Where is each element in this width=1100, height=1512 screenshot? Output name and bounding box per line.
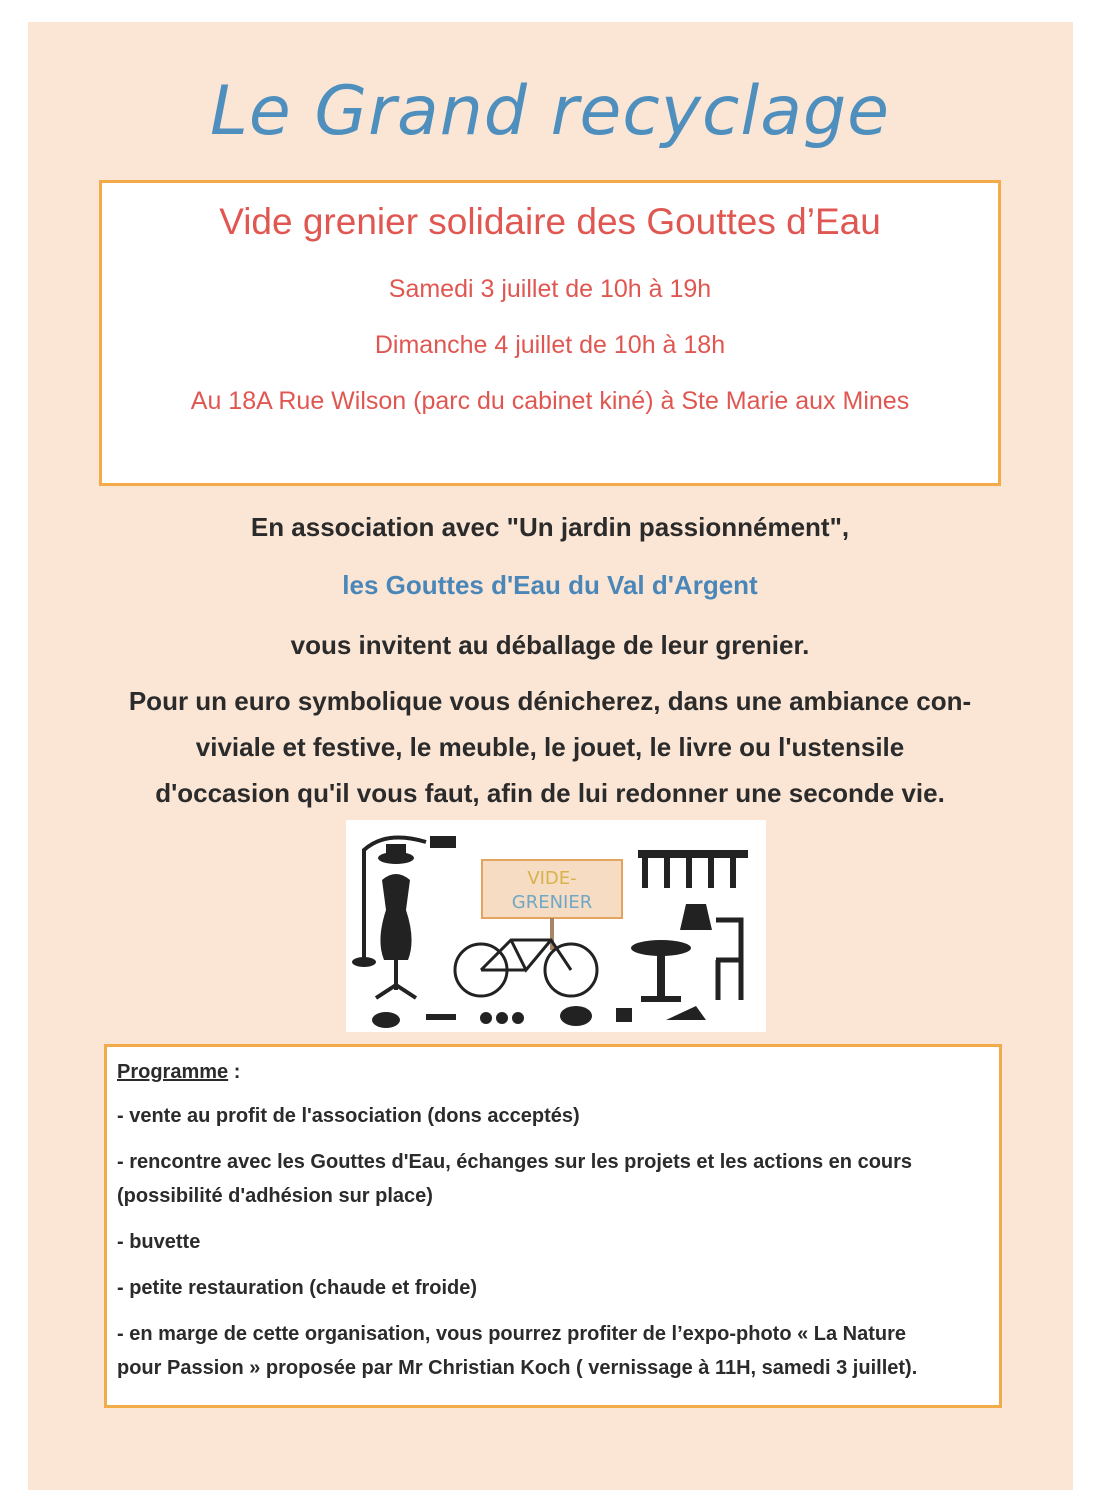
- intro-paragraph-line-3: d'occasion qu'il vous faut, afin de lui redonner une seconde vie.: [155, 778, 945, 808]
- programme-item-expo-cont: pour Passion » proposée par Mr Christian Koch ( vernissage à 11H, samedi 3 juillet).: [117, 1357, 918, 1379]
- sign-text-vide: VIDE-: [527, 868, 577, 889]
- silhouettes-image: [346, 820, 766, 1032]
- programme-item-meeting: - rencontre avec les Gouttes d'Eau, échanges sur les projets et les actions en cours: [117, 1151, 913, 1173]
- programme-heading: [117, 1055, 979, 1089]
- programme-box: [104, 1044, 1002, 1408]
- event-address: Au 18A Rue Wilson (parc du cabinet kiné) à Ste Marie aux Mines: [190, 387, 910, 415]
- vide-grenier-illustration: [346, 820, 766, 1032]
- intro-association-line: En association avec "Un jardin passionnément",: [250, 512, 850, 542]
- event-date-saturday: Samedi 3 juillet de 10h à 19h: [388, 275, 712, 303]
- sign-text-grenier: GRENIER: [511, 892, 593, 913]
- event-info-box: [99, 180, 1001, 486]
- programme-item-expo: - en marge de cette organisation, vous pourrez profiter de l’expo-photo « La Nature: [117, 1323, 907, 1345]
- programme-item-buvette: - buvette: [117, 1231, 201, 1253]
- programme-title: Programme: [117, 1061, 229, 1083]
- intro-invite-line: vous invitent au déballage de leur grenier.: [290, 630, 810, 660]
- programme-title-colon: :: [228, 1061, 241, 1083]
- event-subtitle: Vide grenier solidaire des Gouttes d’Eau: [219, 201, 881, 242]
- programme-item-meeting-cont: (possibilité d'adhésion sur place): [117, 1185, 433, 1207]
- event-date-sunday: Dimanche 4 juillet de 10h à 18h: [374, 331, 726, 359]
- intro-organizer-line: les Gouttes d'Eau du Val d'Argent: [342, 570, 758, 600]
- poster-title: Le Grand recyclage: [210, 72, 890, 151]
- intro-paragraph-line-1: Pour un euro symbolique vous dénicherez, dans une ambiance con-: [128, 686, 972, 716]
- programme-item-restauration: - petite restauration (chaude et froide): [117, 1277, 478, 1299]
- programme-item-sale: - vente au profit de l'association (dons acceptés): [117, 1105, 580, 1127]
- intro-paragraph-line-2: viviale et festive, le meuble, le jouet, le livre ou l'ustensile: [195, 732, 905, 762]
